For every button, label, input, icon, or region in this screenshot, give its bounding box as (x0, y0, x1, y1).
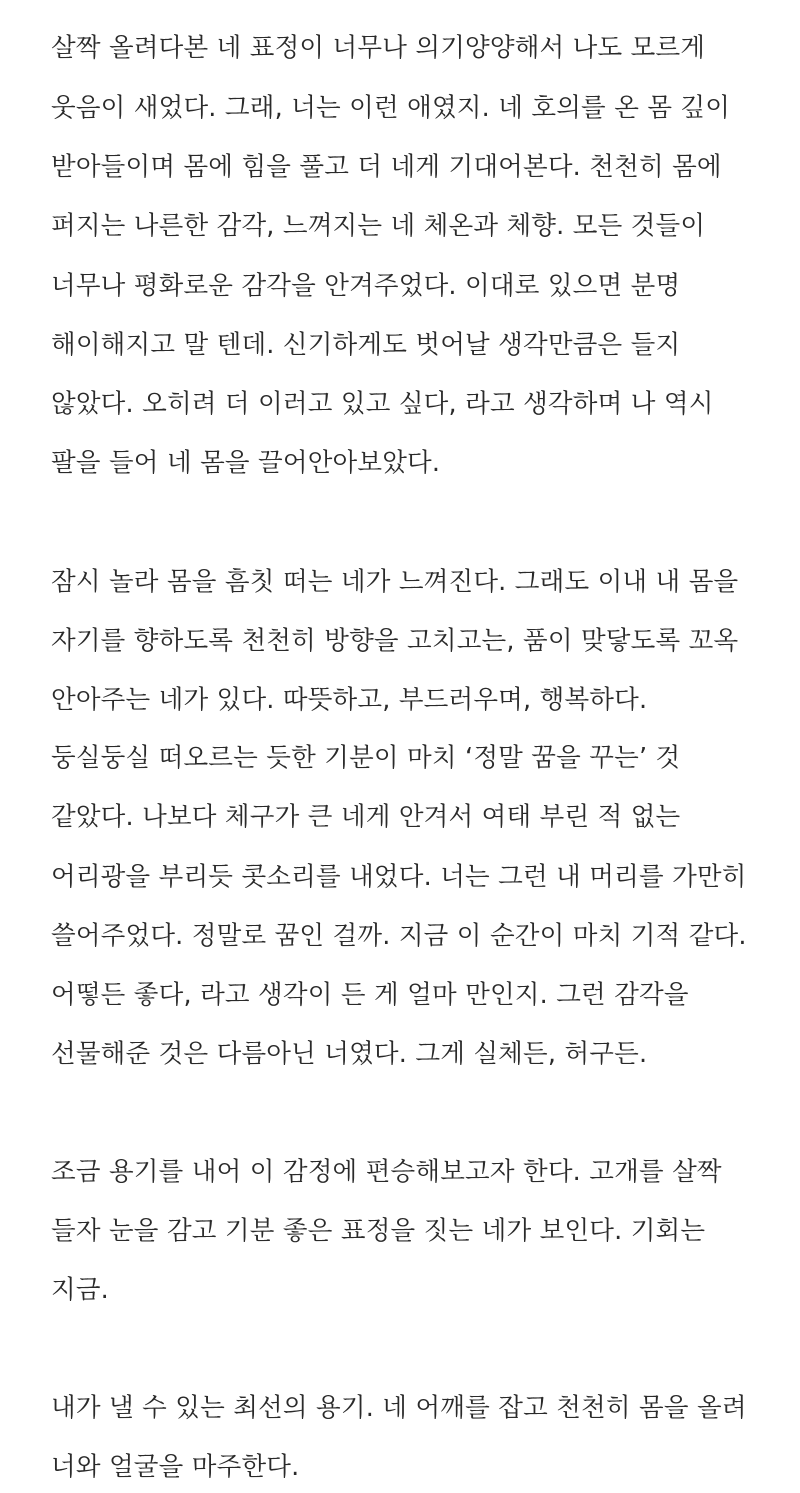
text-line: 퍼지는 나른한 감각, 느껴지는 네 체온과 체향. 모든 것들이 (51, 211, 706, 241)
text-line: 쓸어주었다. 정말로 꿈인 걸까. 지금 이 순간이 마치 기적 같다. (51, 921, 747, 951)
text-line: 받아들이며 몸에 힘을 풀고 더 네게 기대어본다. 천천히 몸에 (51, 152, 722, 182)
text-line: 둥실둥실 떠오르는 듯한 기분이 마치 ‘정말 꿈을 꾸는’ 것 (51, 743, 681, 773)
text-line: 너와 얼굴을 마주한다. (51, 1452, 300, 1482)
text-line: 해이해지고 말 텐데. 신기하게도 벗어날 생각만큼은 들지 (51, 330, 681, 360)
text-line: 들자 눈을 감고 기분 좋은 표정을 짓는 네가 보인다. 기회는 (51, 1216, 706, 1246)
text-line: 않았다. 오히려 더 이러고 있고 싶다, 라고 생각하며 나 역시 (51, 389, 714, 419)
text-line: 잠시 놀라 몸을 흠칫 떠는 네가 느껴진다. 그래도 이내 내 몸을 (51, 567, 739, 597)
text-line: 웃음이 새었다. 그래, 너는 이런 애였지. 네 호의를 온 몸 깊이 (51, 93, 731, 123)
text-line: 안아주는 네가 있다. 따뜻하고, 부드러우며, 행복하다. (51, 685, 648, 715)
text-line: 같았다. 나보다 체구가 큰 네게 안겨서 여태 부린 적 없는 (51, 802, 681, 832)
text-line: 내가 낼 수 있는 최선의 용기. 네 어깨를 잡고 천천히 몸을 올려 (51, 1393, 747, 1423)
text-line: 자기를 향하도록 천천히 방향을 고치고는, 품이 맞닿도록 꼬옥 (51, 626, 739, 656)
text-line: 조금 용기를 내어 이 감정에 편승해보고자 한다. 고개를 살짝 (51, 1157, 722, 1187)
text-line: 살짝 올려다본 네 표정이 너무나 의기양양해서 나도 모르게 (51, 33, 706, 63)
text-line: 어리광을 부리듯 콧소리를 내었다. 너는 그런 내 머리를 가만히 (51, 862, 747, 892)
text-line: 어떻든 좋다, 라고 생각이 든 게 얼마 만인지. 그런 감각을 (51, 980, 689, 1010)
text-line: 지금. (51, 1275, 109, 1305)
text-line: 선물해준 것은 다름아닌 너였다. 그게 실체든, 허구든. (51, 1039, 648, 1069)
text-line: 너무나 평화로운 감각을 안겨주었다. 이대로 있으면 분명 (51, 271, 681, 301)
text-line: 팔을 들어 네 몸을 끌어안아보았다. (51, 448, 441, 478)
